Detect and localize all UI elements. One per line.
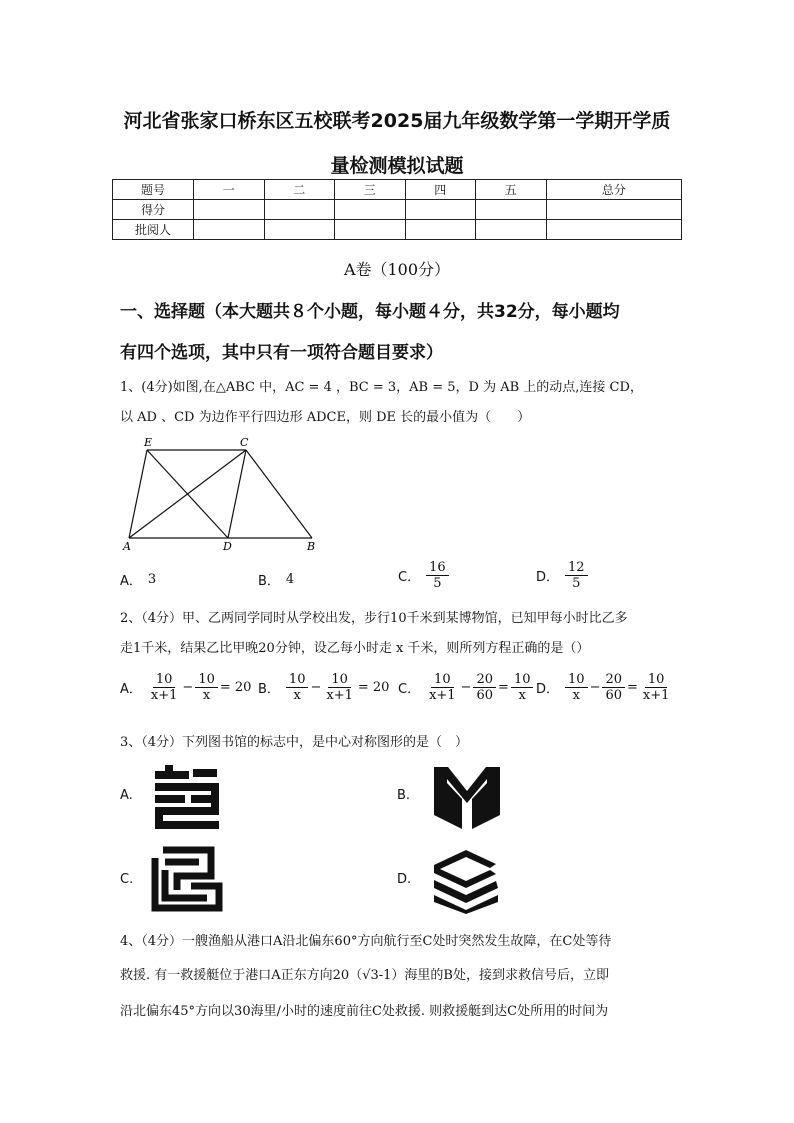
header-cell: 四 xyxy=(405,180,476,200)
denominator: x+1 xyxy=(642,688,670,703)
option-label: A. xyxy=(120,788,133,803)
denominator: x xyxy=(572,688,580,703)
option-label: B． xyxy=(258,682,280,697)
option-label: D. xyxy=(397,872,412,887)
q4-line2: 救援. 有一救援艇位于港口A正东方向20（√3-1）海里的B处，接到求救信号后，立即 xyxy=(120,968,609,983)
reviewer-cell[interactable] xyxy=(194,220,265,240)
q1-line2: 以 AD 、CD 为边作平行四边形 ADCE，则 DE 长的最小值为（ ） xyxy=(120,410,531,425)
fraction xyxy=(473,672,496,703)
denominator: 5 xyxy=(433,576,442,591)
numerator: 12 xyxy=(565,560,588,576)
reviewer-cell[interactable] xyxy=(335,220,406,240)
option-label: C． xyxy=(398,682,421,697)
library-logo-b-icon xyxy=(432,765,502,831)
header-cell: 题号 xyxy=(113,180,194,200)
part1-heading-line2: 有四个选项，其中只有一项符合题目要求） xyxy=(120,343,443,363)
point-e-label: E xyxy=(144,436,153,449)
fraction xyxy=(565,672,588,703)
fraction xyxy=(640,672,673,703)
denominator: x xyxy=(293,688,301,703)
option-label: A． xyxy=(120,682,142,697)
operator: = 20 xyxy=(219,680,252,695)
q1-option-b[interactable] xyxy=(258,570,294,589)
q2-option-a[interactable] xyxy=(120,672,251,703)
numerator: 10 xyxy=(195,672,218,688)
reviewer-cell[interactable] xyxy=(476,220,547,240)
denominator: x+1 xyxy=(326,688,353,703)
reviewer-cell[interactable] xyxy=(546,220,682,240)
score-cell[interactable] xyxy=(546,200,682,220)
header-cell: 五 xyxy=(476,180,547,200)
exam-title-line1: 河北省张家口桥东区五校联考2025届九年级数学第一学期开学质 xyxy=(123,110,671,132)
q1-line1: 1、(4分)如图,在△ABC 中，AC = 4 ，BC = 3，AB = 5，D 为 AB 上的动点,连接 CD， xyxy=(120,380,643,395)
fraction xyxy=(565,560,588,591)
numerator: 10 xyxy=(645,672,668,688)
row-label: 批阅人 xyxy=(113,220,194,240)
q1-option-c[interactable] xyxy=(398,560,449,591)
numerator: 20 xyxy=(473,672,496,688)
score-cell[interactable] xyxy=(264,200,335,220)
score-cell[interactable] xyxy=(476,200,547,220)
option-value: 3 xyxy=(147,572,157,587)
point-a-label: A xyxy=(123,540,131,553)
option-label: D． xyxy=(536,682,560,697)
denominator: x xyxy=(202,688,211,703)
option-value: 4 xyxy=(285,572,295,587)
operator: = xyxy=(498,680,509,695)
parallelogram-figure xyxy=(115,434,325,554)
fraction xyxy=(323,672,356,703)
denominator: 60 xyxy=(605,688,623,703)
score-table-header-row xyxy=(113,180,682,200)
header-cell: 总分 xyxy=(546,180,682,200)
q1-option-a[interactable] xyxy=(120,570,156,589)
fraction xyxy=(511,672,534,703)
option-label: C. xyxy=(120,872,134,887)
library-logo-d-icon xyxy=(430,848,502,914)
q2-line2: 走1千米，结果乙比甲晚20分钟，设乙每小时走 x 千米，则所列方程正确的是（） xyxy=(120,641,590,656)
numerator: 10 xyxy=(286,672,309,688)
score-table xyxy=(112,179,682,240)
score-row xyxy=(113,200,682,220)
point-d-label: D xyxy=(223,540,232,553)
reviewer-cell[interactable] xyxy=(405,220,476,240)
exam-title-line2: 量检测模拟试题 xyxy=(330,155,464,177)
q4-line3: 沿北偏东45°方向以30海里/小时的速度前往C处救援. 则救援艇到达C处所用的时间为 xyxy=(120,1004,609,1019)
denominator: 60 xyxy=(476,688,494,703)
fraction xyxy=(148,672,181,703)
denominator: x+1 xyxy=(429,688,456,703)
header-cell: 三 xyxy=(335,180,406,200)
fraction xyxy=(426,560,449,591)
fraction xyxy=(602,672,625,703)
numerator: 16 xyxy=(426,560,449,576)
numerator: 20 xyxy=(602,672,625,688)
denominator: x+1 xyxy=(150,688,178,703)
operator: − xyxy=(460,680,472,695)
q2-line1: 2、（4分）甲、乙两同学同时从学校出发，步行10千米到某博物馆，已知甲每小时比乙多 xyxy=(120,611,628,626)
operator: − xyxy=(182,680,194,695)
equation xyxy=(565,672,672,703)
operator: = 20 xyxy=(357,680,390,695)
fraction xyxy=(286,672,309,703)
fraction xyxy=(426,672,459,703)
q2-option-b[interactable] xyxy=(258,672,389,703)
option-label: A． xyxy=(120,574,142,589)
numerator: 10 xyxy=(511,672,534,688)
q3-option-a[interactable] xyxy=(120,788,133,803)
equation xyxy=(426,672,533,703)
point-b-label: B xyxy=(307,540,316,553)
score-cell[interactable] xyxy=(405,200,476,220)
numerator: 10 xyxy=(153,672,176,688)
q2-option-d[interactable] xyxy=(536,672,672,703)
option-label: C． xyxy=(398,570,421,585)
reviewer-cell[interactable] xyxy=(264,220,335,240)
q3-option-b[interactable] xyxy=(397,788,410,803)
equation xyxy=(286,672,390,703)
section-title: A卷（100分） xyxy=(343,260,451,279)
numerator: 10 xyxy=(431,672,454,688)
numerator: 10 xyxy=(565,672,588,688)
option-label: B. xyxy=(397,788,411,803)
q3-line1: 3、（4分）下列图书馆的标志中，是中心对称图形的是（ ） xyxy=(120,735,469,750)
q3-option-c[interactable] xyxy=(120,872,133,887)
library-logo-c-icon xyxy=(151,846,223,912)
option-label: D． xyxy=(536,570,560,585)
equation xyxy=(148,672,252,703)
header-cell: 一 xyxy=(194,180,265,200)
operator: − xyxy=(589,680,601,695)
score-cell[interactable] xyxy=(335,200,406,220)
header-cell: 二 xyxy=(264,180,335,200)
operator: − xyxy=(310,680,322,695)
library-logo-a-icon xyxy=(153,765,223,831)
q3-option-d[interactable] xyxy=(397,872,411,887)
point-c-label: C xyxy=(240,436,249,449)
score-cell[interactable] xyxy=(194,200,265,220)
numerator: 10 xyxy=(328,672,351,688)
fraction xyxy=(195,672,218,703)
reviewer-row xyxy=(113,220,682,240)
q2-option-c[interactable] xyxy=(398,672,533,703)
q4-line1: 4、（4分）一艘渔船从港口A沿北偏东60°方向航行至C处时突然发生故障，在C处等待 xyxy=(120,934,612,949)
operator: = xyxy=(627,680,638,695)
denominator: x xyxy=(518,688,526,703)
part1-heading-line1: 一、选择题（本大题共８个小题，每小题４分，共32分，每小题均 xyxy=(120,302,620,322)
row-label: 得分 xyxy=(113,200,194,220)
option-label: B． xyxy=(258,574,280,589)
denominator: 5 xyxy=(572,576,581,591)
q1-option-d[interactable] xyxy=(536,560,588,591)
